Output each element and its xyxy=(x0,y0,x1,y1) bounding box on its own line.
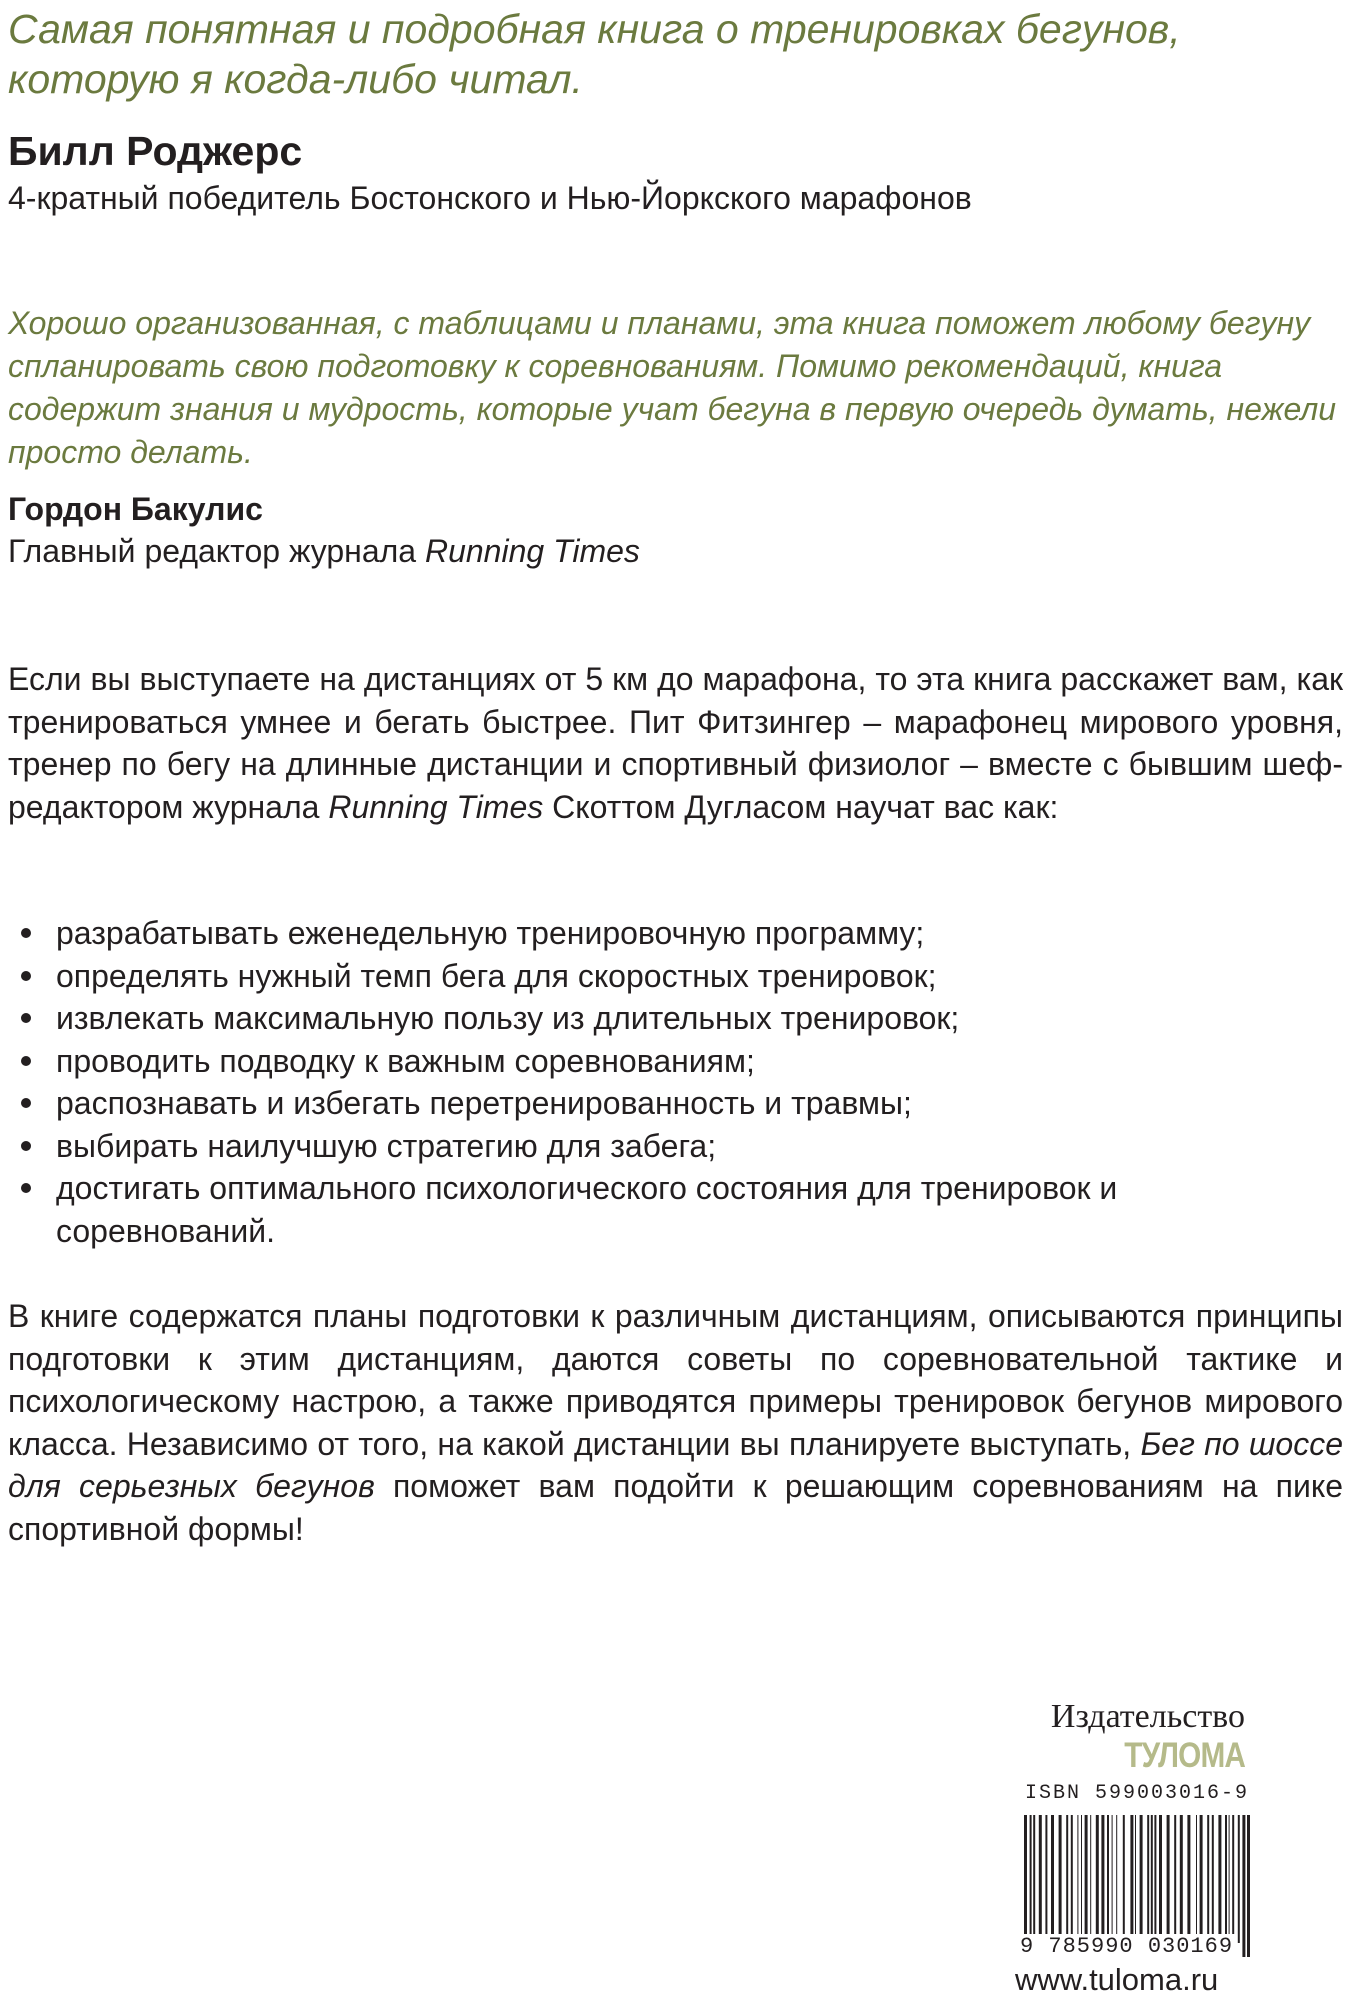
book-title: Бег по шоссе для серьезных бегунов xyxy=(8,1425,1344,1504)
list-item-text: проводить подводку к важным соревнованиям; xyxy=(56,1042,755,1079)
quote-1-author: Билл Роджерс xyxy=(8,128,303,174)
list-item xyxy=(8,912,1343,955)
list-item-text: достигать оптимального психологического состояния для тренировок и соревнований. xyxy=(56,1170,1118,1249)
publisher-name: ТУЛОМА xyxy=(1124,1736,1245,1775)
magazine-name: Running Times xyxy=(424,533,640,569)
bullet-icon xyxy=(21,1056,31,1066)
bullet-icon xyxy=(21,1141,31,1151)
list-item xyxy=(8,1082,1343,1125)
bullet-icon xyxy=(21,928,31,938)
list-item-text: определять нужный темп бега для скоростных тренировок; xyxy=(56,957,937,994)
bullet-icon xyxy=(21,971,31,981)
intro-magazine: Running Times xyxy=(328,788,544,825)
quote-2-author: Гордон Бакулис xyxy=(8,491,263,527)
publisher-label: Издательство xyxy=(1050,1698,1245,1735)
intro-paragraph xyxy=(8,658,1343,828)
bullet-icon xyxy=(21,1183,31,1193)
list-item xyxy=(8,1040,1343,1083)
list-item xyxy=(8,955,1343,998)
isbn-text: ISBN 599003016-9 xyxy=(1025,1782,1250,1805)
publisher-logo xyxy=(1020,1698,1245,1776)
quote-1-author-title: 4-кратный победитель Бостонского и Нью-Йоркского марафонов xyxy=(8,180,972,216)
author-title-prefix: Главный редактор журнала xyxy=(8,533,425,569)
list-item-text: извлекать максимальную пользу из длительных тренировок; xyxy=(56,1000,960,1036)
list-item xyxy=(8,1125,1343,1168)
quote-1-text: Самая понятная и подробная книга о тренировках бегунов, которую я когда-либо читал. xyxy=(8,6,1181,102)
bullet-icon xyxy=(21,1098,31,1108)
quote-2-text: Хорошо организованная, с таблицами и планами, эта книга поможет любому бегуну спланировать свою подготовку к соревнованиям. Помимо рекомендаций, книга содержит знания и мудрость, которые учат бегуна в первую очередь думать, нежели просто делать. xyxy=(8,305,1337,470)
ean-number: 9 785990 030169 xyxy=(1020,1934,1234,1959)
publisher-website: www.tuloma.ru xyxy=(1015,1962,1219,1997)
list-item-text: разрабатывать еженедельную тренировочную программу; xyxy=(56,915,925,951)
list-item-text: выбирать наилучшую стратегию для забега; xyxy=(56,1127,717,1164)
outro-part-2: поможет вам подойти к решающим соревнованиям на пике спортивной формы! xyxy=(8,1468,1343,1547)
intro-part-1: Если вы выступаете на дистанциях от 5 км до марафона, то эта книга расскажет вам, как тренироваться умнее и бегать быстрее. Пит Фитзингер – марафонец мирового уровня, тренер по бегу на длинные дистанции и спортивный физиолог – вместе с бывшим шеф-редактором журнала xyxy=(8,661,1343,825)
quote-2-author-title xyxy=(8,530,640,572)
list-item xyxy=(8,997,1343,1040)
list-item xyxy=(8,1167,1343,1252)
outro-paragraph xyxy=(8,1295,1343,1550)
skills-list xyxy=(8,912,1343,1252)
list-item-text: распознавать и избегать перетренированность и травмы; xyxy=(56,1085,912,1121)
bullet-icon xyxy=(21,1013,31,1023)
outro-part-1: В книге содержатся планы подготовки к различным дистанциям, описываются принципы подготовки к этим дистанциям, даются советы по соревновательной тактике и психологическому настрою, а также приводятся примеры тренировок бегунов мирового класса. Независимо от того, на какой дистанции вы планируете выступать, xyxy=(8,1298,1343,1462)
intro-part-2: Скоттом Дугласом научат вас как: xyxy=(543,788,1059,825)
